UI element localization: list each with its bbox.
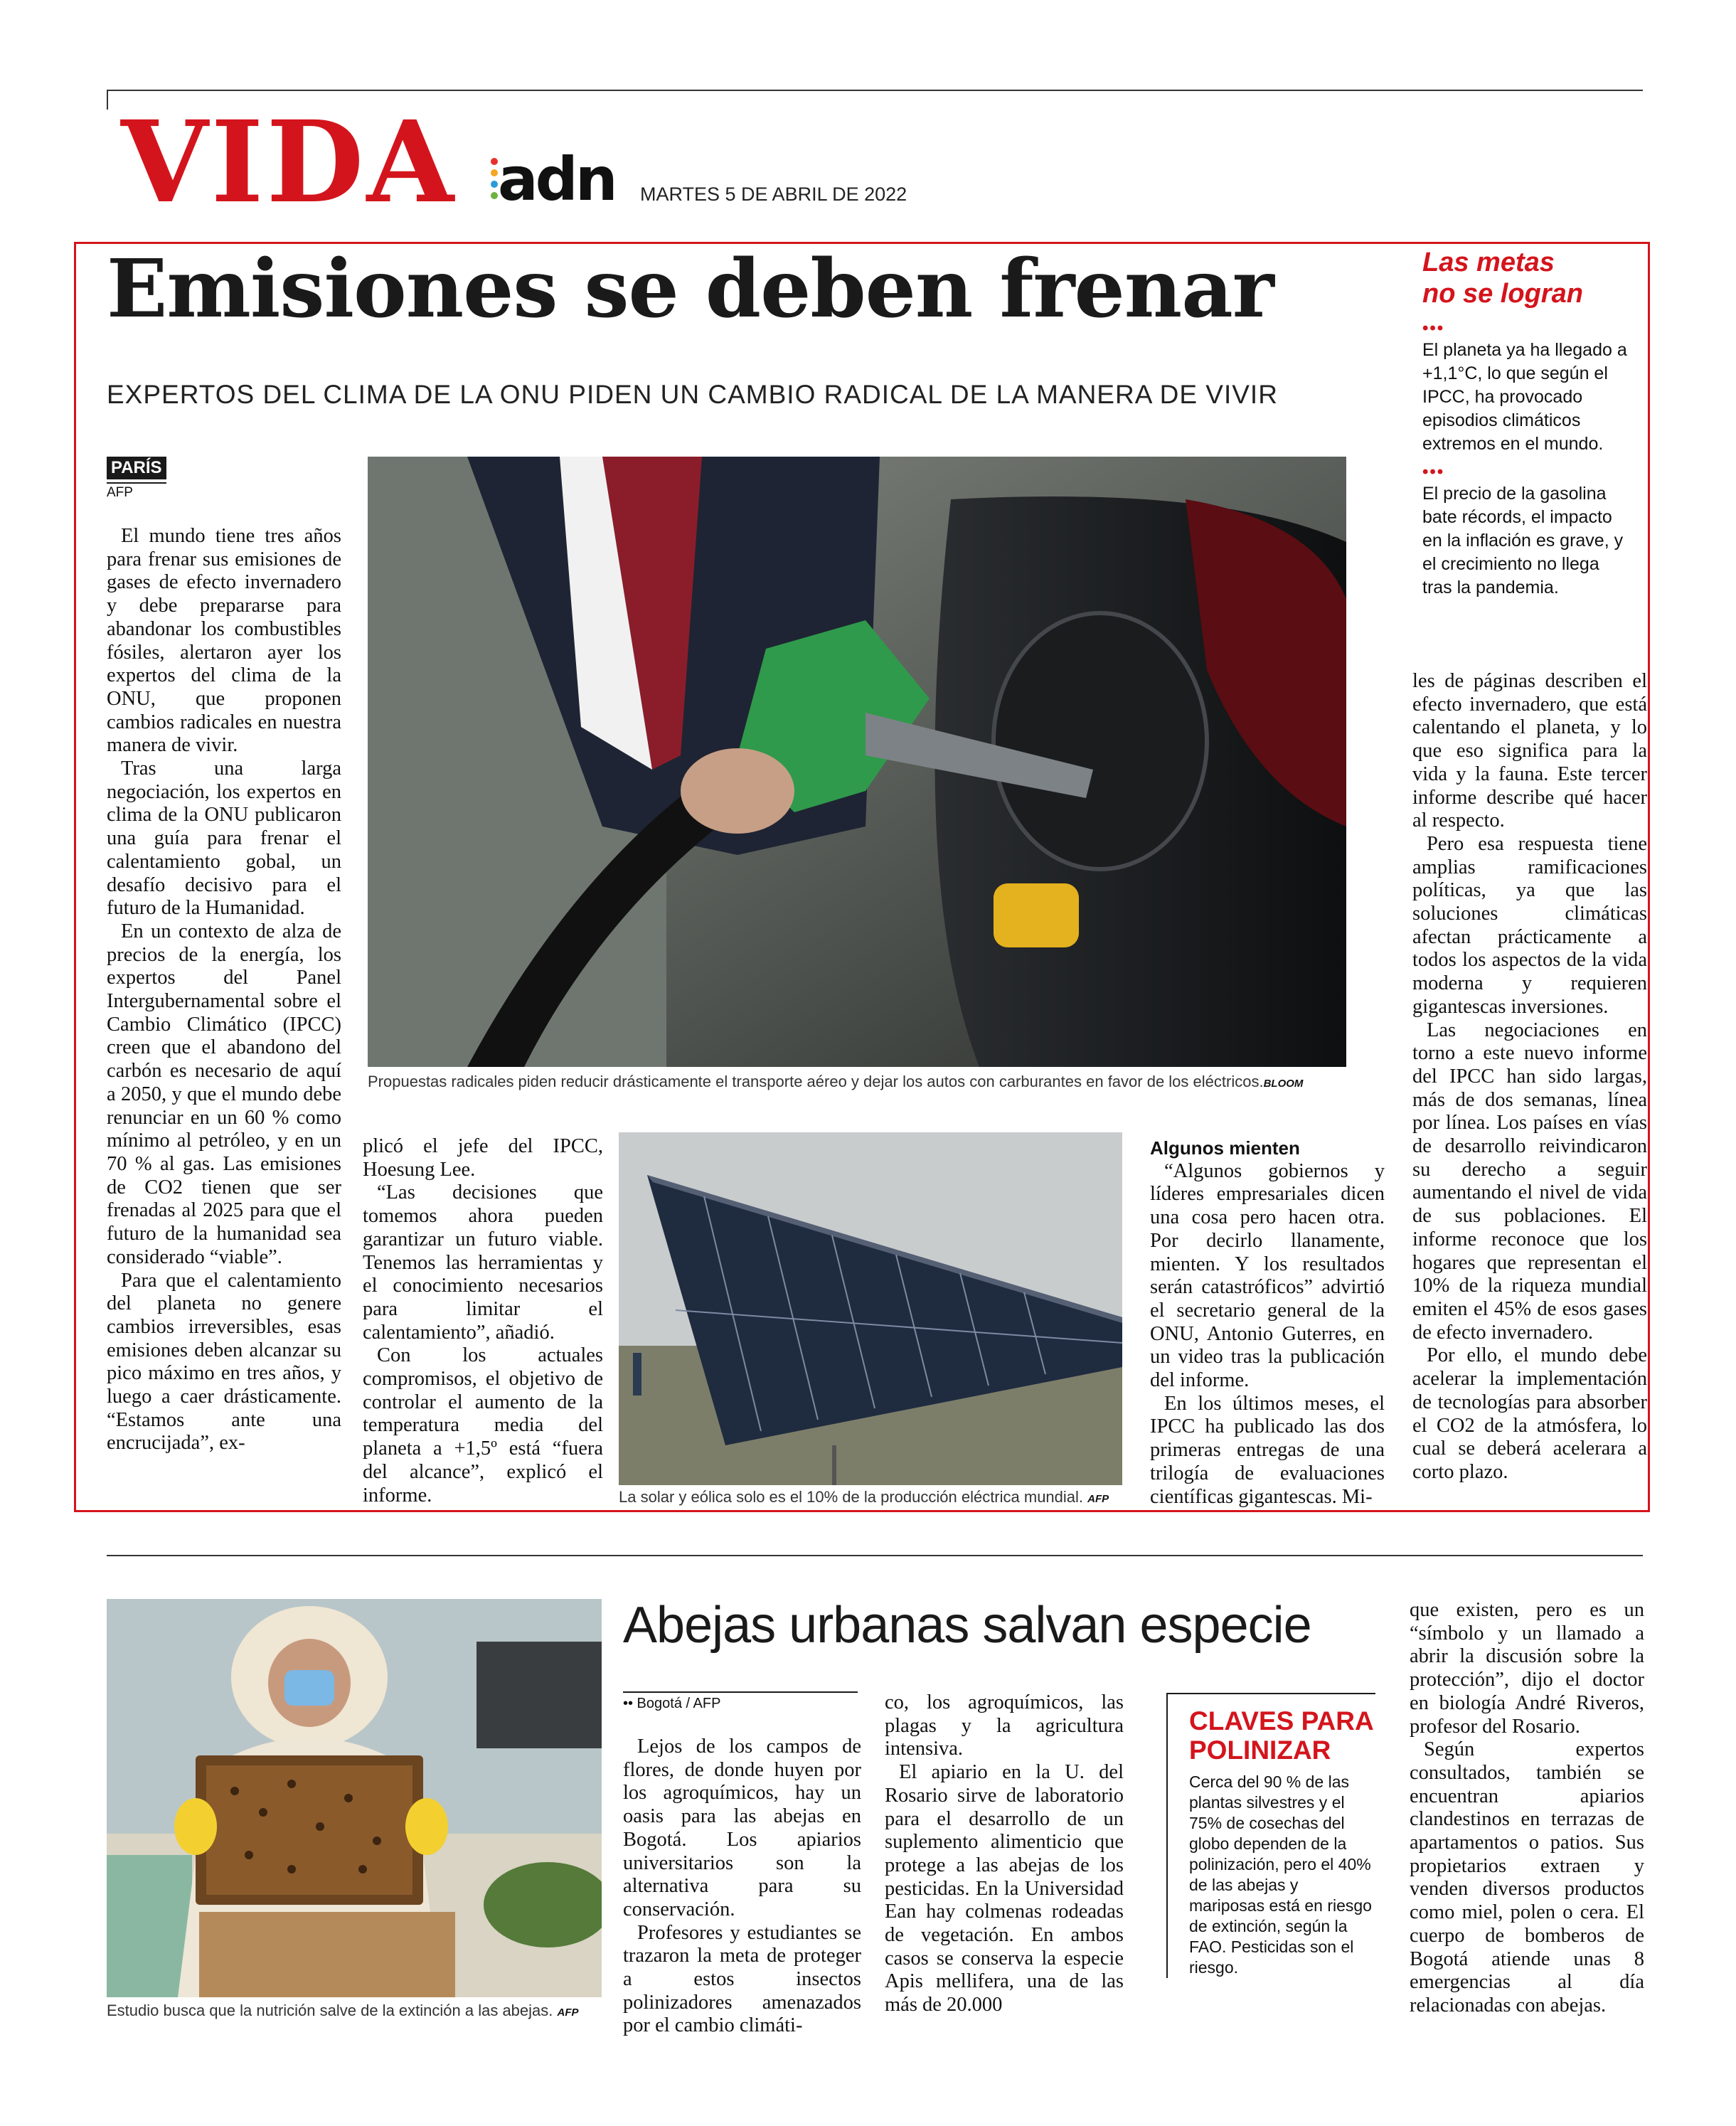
bee-headline: Abejas urbanas salvan especie [623, 1597, 1311, 1654]
caption-text: La solar y eólica solo es el 10% de la producción eléctrica mundial. [619, 1488, 1084, 1506]
claves-title-line1: CLAVES PARA [1189, 1706, 1374, 1736]
main-story-column-4 [1412, 670, 1647, 1484]
sidebar-title-line2: no se logran [1422, 278, 1583, 309]
main-headline: Emisiones se deben frenar [107, 243, 1274, 336]
paragraph: El apiario en la U. del Rosario sirve de laboratorio para el desarrollo de un suplemento alimenticio que protege a las abejas de los pesticidas. En la Universidad Ean hay colmenas rodeadas de vegetación. En ambos casos se conserva la especie Apis mellifera, una de las más de 20.000 [885, 1761, 1124, 2016]
caption-text: Propuestas radicales piden reducir drásticamente el transporte aéreo y dejar los autos con carburantes en favor de los eléctricos. [368, 1073, 1264, 1090]
caption-text: Estudio busca que la nutrición salve de la extinción a las abejas. [107, 2002, 553, 2019]
main-story-column-2 [363, 1135, 603, 1507]
paragraph: Para que el calentamiento del planeta no genere cambios irreversibles, esas emisiones deben alcanzar su pico máximo en tres años, y luego a caer drásticamente. “Estamos ante una encrucijada”, ex- [107, 1269, 341, 1455]
paragraph: co, los agroquímicos, las plagas y la agricultura intensiva. [885, 1691, 1124, 1760]
photo-credit: AFP [557, 2007, 579, 2019]
paragraph: Profesores y estudiantes se trazaron la meta de proteger a estos insectos polinizadores amenazados por el cambio climáti- [623, 1921, 861, 2037]
sidebar-title [1422, 248, 1583, 309]
paragraph: Según expertos consultados, también se encuentran apiarios clandestinos en terrazas de apartamentos o patios. Sus propietarios extraen y venden diversos productos como miel, polen o cera. El cuerpo de bomberos de Bogotá atiende unas 8 emergencias al día relacionadas con abejas. [1410, 1738, 1644, 2016]
paragraph: Tras una larga negociación, los expertos en clima de la ONU publicaron una guía para frenar el calentamiento gobal, un desafío decisivo para el futuro de la Humanidad. [107, 758, 341, 920]
section-title: VIDA [121, 97, 457, 228]
bee-dateline: •• Bogotá / AFP [623, 1691, 858, 1712]
main-subhead: EXPERTOS DEL CLIMA DE LA ONU PIDEN UN CAMBIO RADICAL DE LA MANERA DE VIVIR [107, 380, 1278, 409]
paragraph: Las negociaciones en torno a este nuevo informe del IPCC han sido largas, más de dos semanas, línea por línea. Los países en vías de desarrollo reivindicaron su derecho a seguir aumentando el nivel de vida de sus poblaciones. El informe reconoce que los hogares que representan el 10% de la riqueza mundial emiten el 45% de esos gases de efecto invernadero. [1412, 1019, 1647, 1344]
paragraph: Pero esa respuesta tiene amplias ramificaciones políticas, ya que las soluciones climáticas afectan prácticamente a todos los aspectos de la vida moderna y requieren gigantescas inversiones. [1412, 832, 1647, 1018]
bee-story-column-1 [623, 1736, 861, 2038]
dateline-agency: AFP [107, 482, 166, 501]
claves-text: Cerca del 90 % de las plantas silvestres y el 75% de cosechas del globo dependen de la polinización, pero el 40% de las abejas y mariposas está en riesgo de extinción, según la FAO. Pesticidas son el riesgo. [1189, 1772, 1372, 1977]
issue-date: MARTES 5 DE ABRIL DE 2022 [640, 184, 907, 205]
fuel-pump-photo [368, 457, 1346, 1067]
paragraph: “Las decisiones que tomemos ahora pueden garantizar un futuro viable. Tenemos las herramientas y el conocimiento necesarios para limitar el calentamiento”, añadió. [363, 1181, 603, 1344]
paragraph: En un contexto de alza de precios de la energía, los expertos del Panel Intergubernamental sobre el Cambio Climático (IPCC) creen que el abandono del carbón es necesario de aquí a 2050, y que el mundo debe renunciar en un 60 % como mínimo al petróleo, y en un 70 % al gas. Las emisiones de CO2 tienen que ser frenadas al 2025 para que el futuro de la humanidad sea considerado “viable”. [107, 920, 341, 1268]
paragraph: que existen, pero es un “símbolo y un llamado a abrir la discusión sobre la protección”, dijo el doctor en biología André Riveros, profesor del Rosario. [1410, 1599, 1644, 1738]
bullet-dots-icon: ••• [1422, 462, 1445, 482]
claves-title-line2: POLINIZAR [1189, 1735, 1331, 1765]
column-subhead: Algunos mienten [1150, 1137, 1300, 1159]
main-story-column-1 [107, 525, 341, 1455]
main-story-column-3 [1150, 1137, 1385, 1509]
photo-caption [368, 1073, 1303, 1091]
photo-credit: AFP [1087, 1493, 1109, 1505]
claves-title [1189, 1707, 1375, 1765]
bullet-dots-icon: ••• [1422, 319, 1445, 338]
paragraph: Lejos de los campos de flores, de donde huyen por los agroquímicos, hay un oasis para las abejas en Bogotá. Los apiarios universitarios son la alternativa para su conservación. [623, 1736, 861, 1920]
top-rule [107, 90, 1643, 91]
paragraph: plicó el jefe del IPCC, Hoesung Lee. [363, 1135, 603, 1181]
paragraph: Por ello, el mundo debe acelerar la implementación de tecnologías para absorber el CO2 de la atmósfera, lo cual se deberá acelerara a corto plazo. [1412, 1344, 1647, 1483]
dateline-city: PARÍS [107, 457, 166, 479]
claves-box [1166, 1693, 1375, 1978]
photo-credit: BLOOM [1263, 1078, 1304, 1090]
section-divider [107, 1555, 1643, 1556]
sidebar-item: El planeta ya ha llegado a +1,1°C, lo que según el IPCC, ha provocado episodios climáticos extremos en el mundo. [1422, 340, 1627, 454]
paragraph: En los últimos meses, el IPCC ha publicado las dos primeras entregas de una trilogía de evaluaciones científicas gigantescas. Mi- [1150, 1392, 1385, 1508]
sidebar-item: El precio de la gasolina bate récords, el impacto en la inflación es grave, y el crecimiento no llega tras la pandemia. [1422, 484, 1624, 597]
solar-panels-photo [619, 1132, 1122, 1485]
bee-story-column-2 [885, 1691, 1124, 2017]
photo-caption [619, 1488, 1109, 1506]
photo-caption [107, 2002, 579, 2020]
paragraph: Con los actuales compromisos, el objetivo de controlar el aumento de la temperatura media del planeta a +1,5º está “fuera del alcance”, explicó el informe. [363, 1344, 603, 1506]
paragraph: les de páginas describen el efecto invernadero, que está calentando el planeta, y lo que eso significa para la vida y la fauna. Este tercer informe describe qué hacer al respecto. [1412, 670, 1647, 832]
beekeeper-photo [107, 1599, 602, 1997]
dateline-block [107, 457, 166, 501]
paragraph: El mundo tiene tres años para frenar sus emisiones de gases de efecto invernadero y debe prepararse para abandonar los combustibles fósiles, alertaron ayer los expertos del clima de la ONU, que proponen cambios radicales en nuestra manera de vivir. [107, 525, 341, 757]
adn-logo: adn [498, 144, 615, 214]
paragraph: “Algunos gobiernos y líderes empresariales dicen una cosa pero hacen otra. Por decirlo llanamente, mienten. Y los resultados serán catastróficos” advirtió el secretario general de la ONU, Antonio Guterres, en un video tras la publicación del informe. [1150, 1159, 1385, 1392]
top-rule-tick [107, 90, 108, 110]
sidebar-title-line1: Las metas [1422, 248, 1555, 277]
bee-story-column-3 [1410, 1599, 1644, 2018]
